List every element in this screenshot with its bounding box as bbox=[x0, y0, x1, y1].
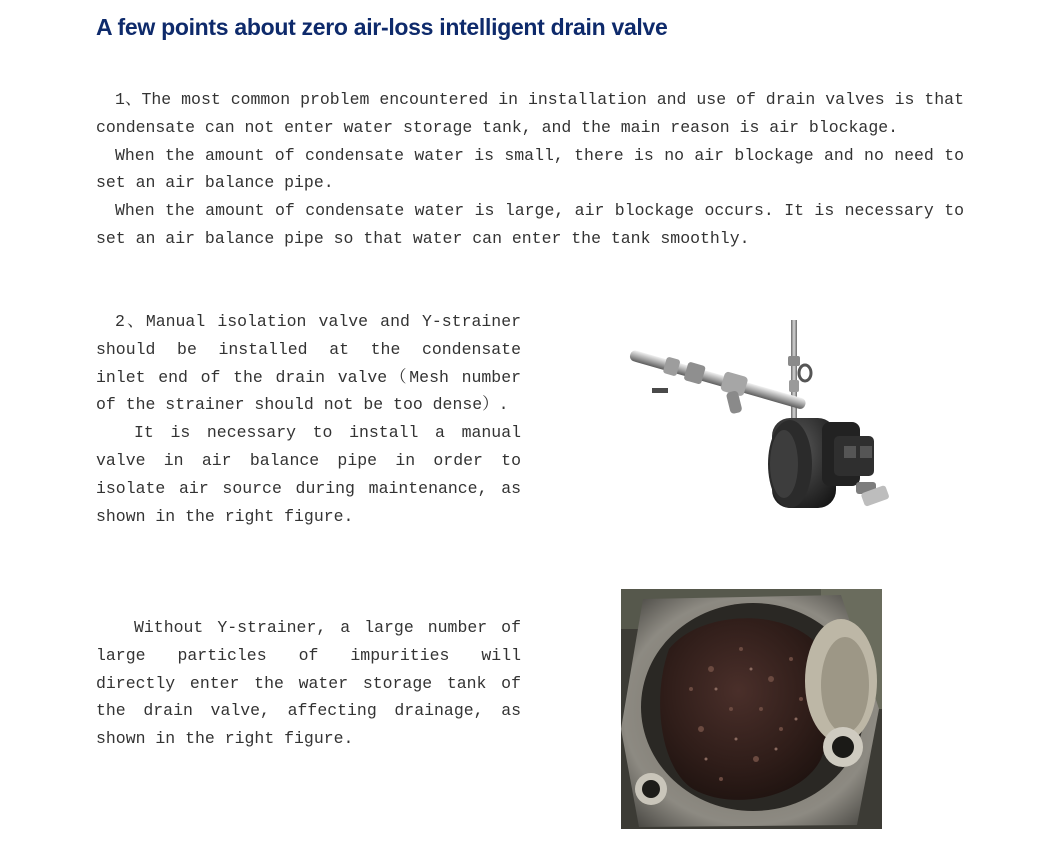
section-2-text bbox=[96, 308, 521, 530]
section-1-text bbox=[96, 86, 964, 253]
section-2-paragraph-2: It is necessary to install a manual valve in air balance pipe in order to isolate air source during maintenance, as shown in the right figure. bbox=[96, 423, 521, 526]
section-2-paragraph-1: 2、Manual isolation valve and Y-strainer should be installed at the condensate inlet end of the drain valve（Mesh number of the strainer should not be too dense）. bbox=[96, 312, 521, 415]
drain-valve-figure bbox=[612, 318, 894, 518]
section-1-paragraph-2: When the amount of condensate water is small, there is no air blockage and no need to set an air balance pipe. bbox=[96, 145, 964, 193]
section-3-text bbox=[96, 614, 521, 753]
clogged-tank-figure bbox=[621, 589, 882, 829]
page-title: A few points about zero air-loss intelligent drain valve bbox=[96, 14, 668, 40]
section-1-paragraph-1: 1、The most common problem encountered in installation and use of drain valves is that condensate can not enter water storage tank, and the main reason is air blockage. bbox=[96, 90, 964, 137]
section-3-paragraph-1: Without Y-strainer, a large number of large particles of impurities will directly enter the water storage tank of the drain valve, affecting drainage, as shown in the right figure. bbox=[96, 618, 521, 749]
section-1-paragraph-3: When the amount of condensate water is large, air blockage occurs. It is necessary to set an air balance pipe so that water can enter the tank smoothly. bbox=[96, 201, 964, 248]
